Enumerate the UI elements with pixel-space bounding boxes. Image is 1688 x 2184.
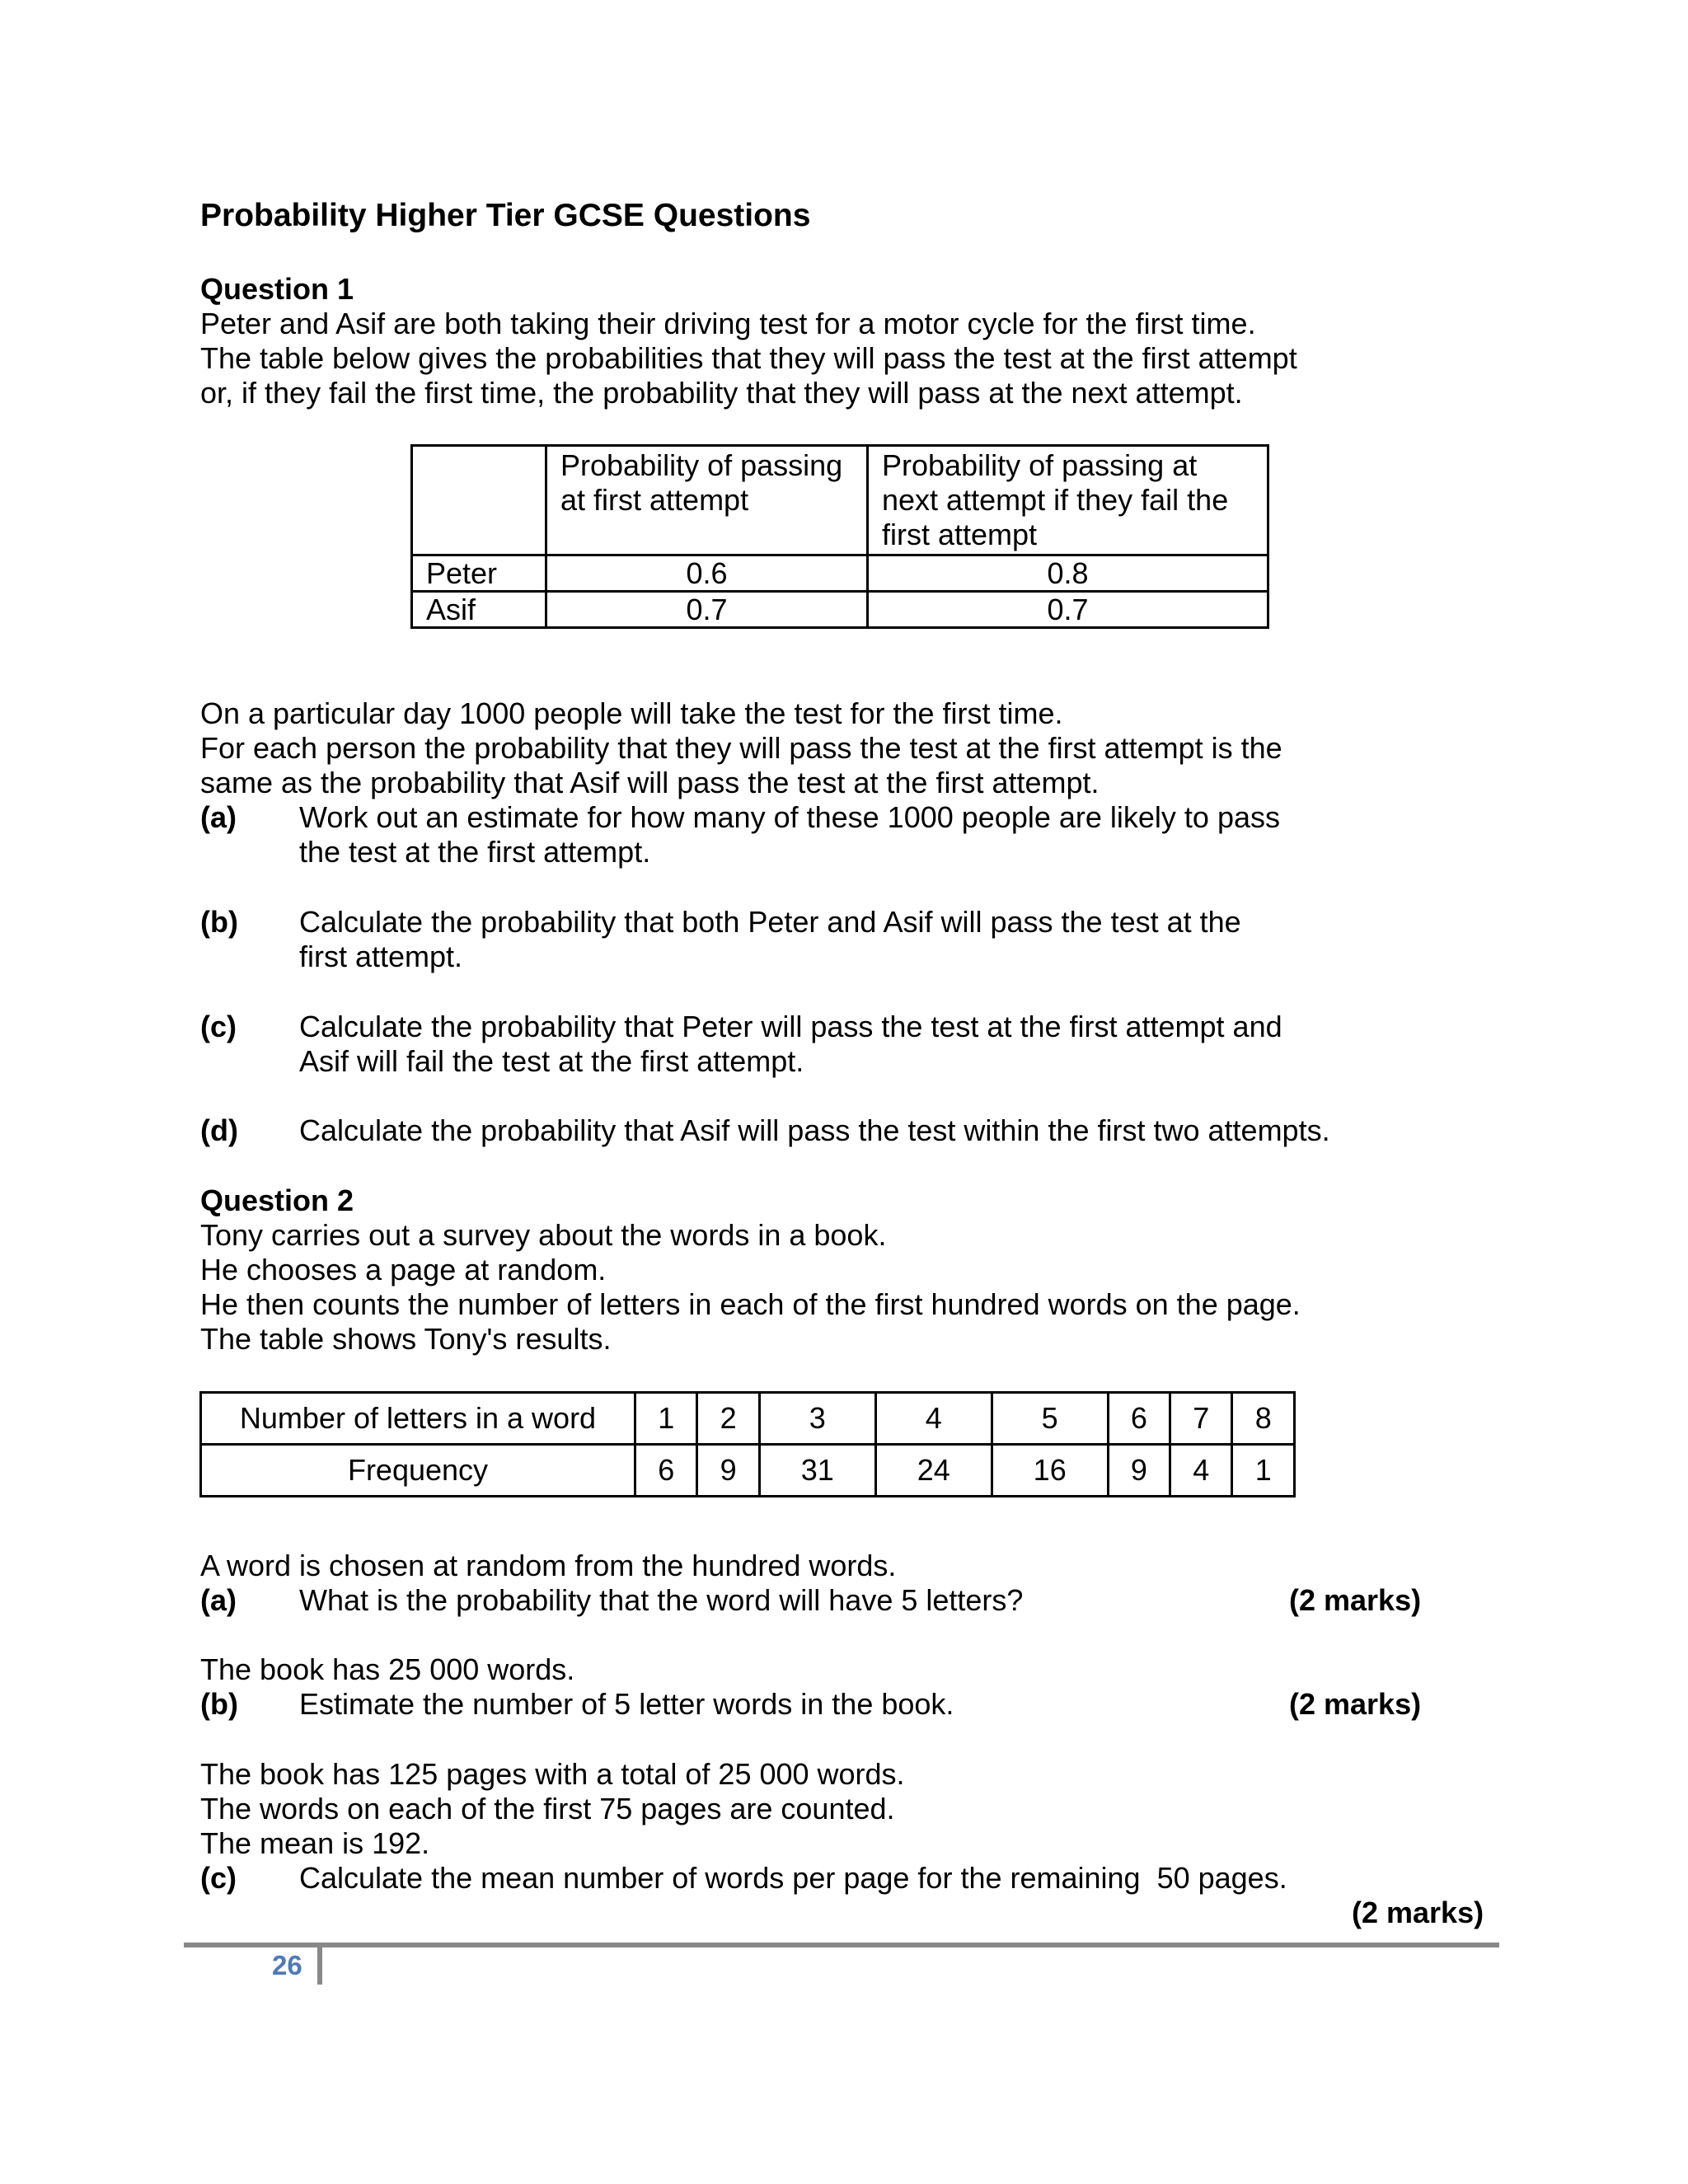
frequency-cell: 16 xyxy=(992,1445,1108,1497)
q1-intro-line: or, if they fail the first time, the probability that they will pass at the next attempt. xyxy=(200,376,1243,410)
frequency-row-label: Frequency xyxy=(201,1445,635,1497)
header-line: at first attempt xyxy=(560,483,749,517)
empty-header-cell xyxy=(412,446,546,555)
frequency-cell: 24 xyxy=(875,1445,992,1497)
frequency-table xyxy=(199,1391,1296,1497)
marks-label: (2 marks) xyxy=(1289,1687,1422,1721)
q2-intro-line: Tony carries out a survey about the words in a book. xyxy=(200,1218,887,1252)
probability-table xyxy=(410,444,1269,629)
asif-next-prob: 0.7 xyxy=(868,592,1268,628)
peter-first-prob: 0.6 xyxy=(546,555,868,592)
q1-intro-line: The table below gives the probabilities that they will pass the test at the first attempt xyxy=(200,341,1297,375)
q1-context-line: On a particular day 1000 people will take the test for the first time. xyxy=(200,696,1063,730)
q2-part-a-text: What is the probability that the word will have 5 letters? xyxy=(299,1583,1024,1617)
letters-cell: 2 xyxy=(697,1393,759,1445)
letters-cell: 1 xyxy=(635,1393,697,1445)
row-name-asif: Asif xyxy=(412,592,546,628)
frequency-cell: 9 xyxy=(697,1445,759,1497)
letters-row-label: Number of letters in a word xyxy=(201,1393,635,1445)
q1-context-line: same as the probability that Asif will pass the test at the first attempt. xyxy=(200,766,1100,799)
footer-rule xyxy=(184,1943,1499,1947)
q2-intro-line: The table shows Tony's results. xyxy=(200,1322,612,1356)
peter-next-prob: 0.8 xyxy=(868,555,1268,592)
q2-part-label-c: (c) xyxy=(200,1861,237,1895)
page-title: Probability Higher Tier GCSE Questions xyxy=(200,198,811,233)
q2-part-label-a: (a) xyxy=(200,1583,237,1617)
table-row-frequency xyxy=(201,1445,1295,1497)
q2-part-c-intro: The mean is 192. xyxy=(200,1826,430,1860)
header-first-attempt xyxy=(546,446,868,555)
q1-intro-line: Peter and Asif are both taking their driving test for a motor cycle for the first time. xyxy=(200,307,1256,340)
part-label-d: (d) xyxy=(200,1113,238,1147)
letters-cell: 4 xyxy=(875,1393,992,1445)
question-1-heading: Question 1 xyxy=(200,272,354,306)
header-next-attempt xyxy=(868,446,1268,555)
header-line: next attempt if they fail the xyxy=(882,483,1229,517)
q2-part-b-text: Estimate the number of 5 letter words in the book. xyxy=(299,1687,954,1721)
q2-part-label-b: (b) xyxy=(200,1687,238,1721)
part-a-text: Work out an estimate for how many of these 1000 people are likely to pass xyxy=(299,800,1280,834)
q2-intro-line: He chooses a page at random. xyxy=(200,1253,607,1286)
part-d-text: Calculate the probability that Asif will pass the test within the first two attempts. xyxy=(299,1113,1330,1147)
part-label-b: (b) xyxy=(200,905,238,939)
frequency-cell: 6 xyxy=(635,1445,697,1497)
page-number: 26 xyxy=(272,1950,302,1980)
q2-part-b-intro: The book has 25 000 words. xyxy=(200,1652,575,1686)
letters-cell: 7 xyxy=(1170,1393,1232,1445)
q2-intro-line: He then counts the number of letters in each of the first hundred words on the page. xyxy=(200,1287,1301,1321)
part-c-text: Calculate the probability that Peter will pass the test at the first attempt and xyxy=(299,1010,1282,1043)
letters-cell: 5 xyxy=(992,1393,1108,1445)
letters-cell: 6 xyxy=(1108,1393,1170,1445)
part-label-a: (a) xyxy=(200,800,237,834)
frequency-cell: 1 xyxy=(1232,1445,1295,1497)
letters-cell: 3 xyxy=(759,1393,875,1445)
letters-cell: 8 xyxy=(1232,1393,1295,1445)
q2-part-c-text: Calculate the mean number of words per page for the remaining 50 pages. xyxy=(299,1861,1287,1895)
q2-part-c-intro: The book has 125 pages with a total of 25 000 words. xyxy=(200,1757,905,1791)
table-row-letters xyxy=(201,1393,1295,1445)
page-number-divider xyxy=(317,1947,322,1985)
frequency-cell: 4 xyxy=(1170,1445,1232,1497)
frequency-cell: 9 xyxy=(1108,1445,1170,1497)
asif-first-prob: 0.7 xyxy=(546,592,868,628)
row-name-peter: Peter xyxy=(412,555,546,592)
part-c-text: Asif will fail the test at the first attempt. xyxy=(299,1044,804,1078)
part-b-text: first attempt. xyxy=(299,940,463,973)
table-row xyxy=(412,592,1268,628)
header-line: Probability of passing at xyxy=(882,448,1198,482)
part-b-text: Calculate the probability that both Peter and Asif will pass the test at the xyxy=(299,905,1241,939)
part-a-text: the test at the first attempt. xyxy=(299,835,651,869)
marks-label: (2 marks) xyxy=(1289,1583,1422,1617)
marks-label: (2 marks) xyxy=(1352,1896,1484,1929)
table-header-row xyxy=(412,446,1268,555)
frequency-cell: 31 xyxy=(759,1445,875,1497)
question-2-heading: Question 2 xyxy=(200,1183,354,1217)
q2-part-a-intro: A word is chosen at random from the hundred words. xyxy=(200,1549,897,1582)
header-line: first attempt xyxy=(882,518,1038,551)
q1-context-line: For each person the probability that they will pass the test at the first attempt is the xyxy=(200,731,1282,765)
header-line: Probability of passing xyxy=(560,448,843,482)
q2-part-c-intro: The words on each of the first 75 pages are counted. xyxy=(200,1792,895,1825)
part-label-c: (c) xyxy=(200,1010,237,1043)
table-row xyxy=(412,555,1268,592)
